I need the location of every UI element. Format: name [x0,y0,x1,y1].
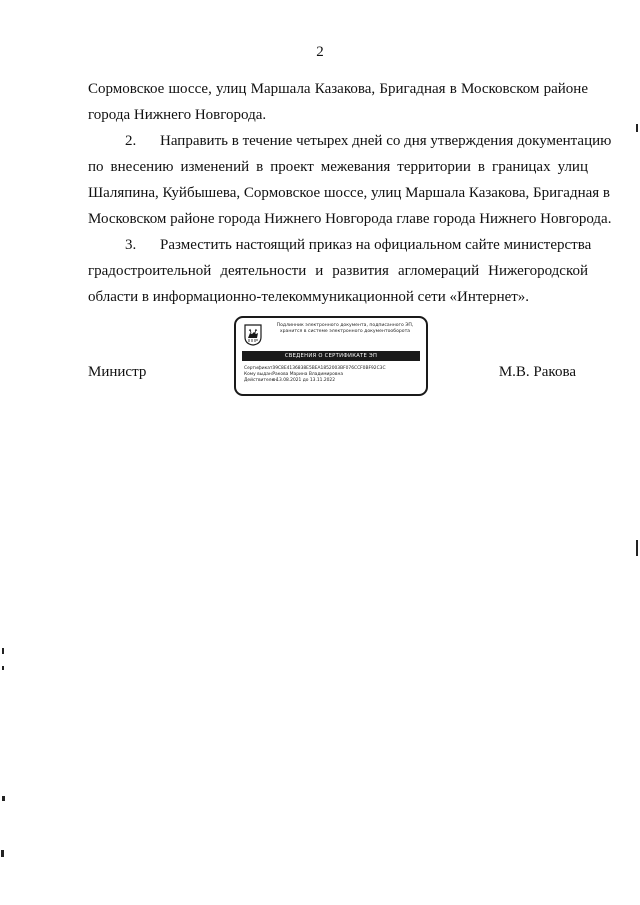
paragraph-line: по внесению изменений в проект межевания территории в границах улиц [88,159,588,175]
paragraph-line-text: Направить в течение четырех дней со дня утверждения документацию [160,133,612,149]
signatory-position: Министр [88,364,147,380]
paragraph-line: области в информационно-телекоммуникационной сети «Интернет». [88,289,530,305]
paragraph-3 [88,232,592,310]
scan-artifact [2,796,5,801]
deer-emblem-icon [244,324,262,346]
stamp-details [244,366,420,385]
stamp-header-line: хранится в системе электронного документооборота [279,329,411,334]
stamp-value: с 13.08.2021 до 13.11.2022 [272,378,336,384]
signatory-name: М.В. Ракова [498,364,576,380]
paragraph-2 [88,128,612,232]
paragraph-line: Шаляпина, Куйбышева, Сормовское шоссе, улиц Маршала Казакова, Бригадная в [88,185,611,201]
paragraph-line: Сормовское шоссе, улиц Маршала Казакова, Бригадная в Московском районе [88,81,588,97]
scan-artifact [1,850,4,857]
paragraph-first-line [88,128,612,154]
scan-artifact [2,648,4,654]
paragraph-line: города Нижнего Новгорода. [88,107,267,123]
paragraph-1 [88,76,588,128]
stamp-value: 39C8E4136838E5BEA1852003BF076CCF0BF92C3C [272,366,386,371]
paragraph-line: градостроительной деятельности и развития агломераций Нижегородской [88,263,588,279]
page-number: 2 [316,44,324,60]
stamp-header-line: Подлинник электронного документа, подписанного ЭП, [276,323,414,328]
scan-artifact [636,540,638,556]
stamp-header [266,323,424,335]
electronic-signature-stamp [234,316,428,396]
paragraph-first-line [88,232,592,258]
scan-artifact [636,124,638,132]
paragraph-number: 3. [125,237,137,253]
stamp-valid-row [244,378,420,384]
paragraph-number: 2. [125,133,137,149]
paragraph-line-text: Разместить настоящий приказ на официальном сайте министерства [160,237,592,253]
stamp-title-bar: СВЕДЕНИЯ О СЕРТИФИКАТЕ ЭП [242,351,420,361]
stamp-label: Кому выдан: [244,372,274,378]
scan-artifact [2,666,4,670]
paragraph-line: Московском районе города Нижнего Новгорода главе города Нижнего Новгорода. [88,211,612,227]
stamp-value: Ракова Марина Владимировна [272,372,344,378]
stamp-label: Сертификат: [244,366,274,371]
stamp-label: Действителен: [244,378,279,384]
